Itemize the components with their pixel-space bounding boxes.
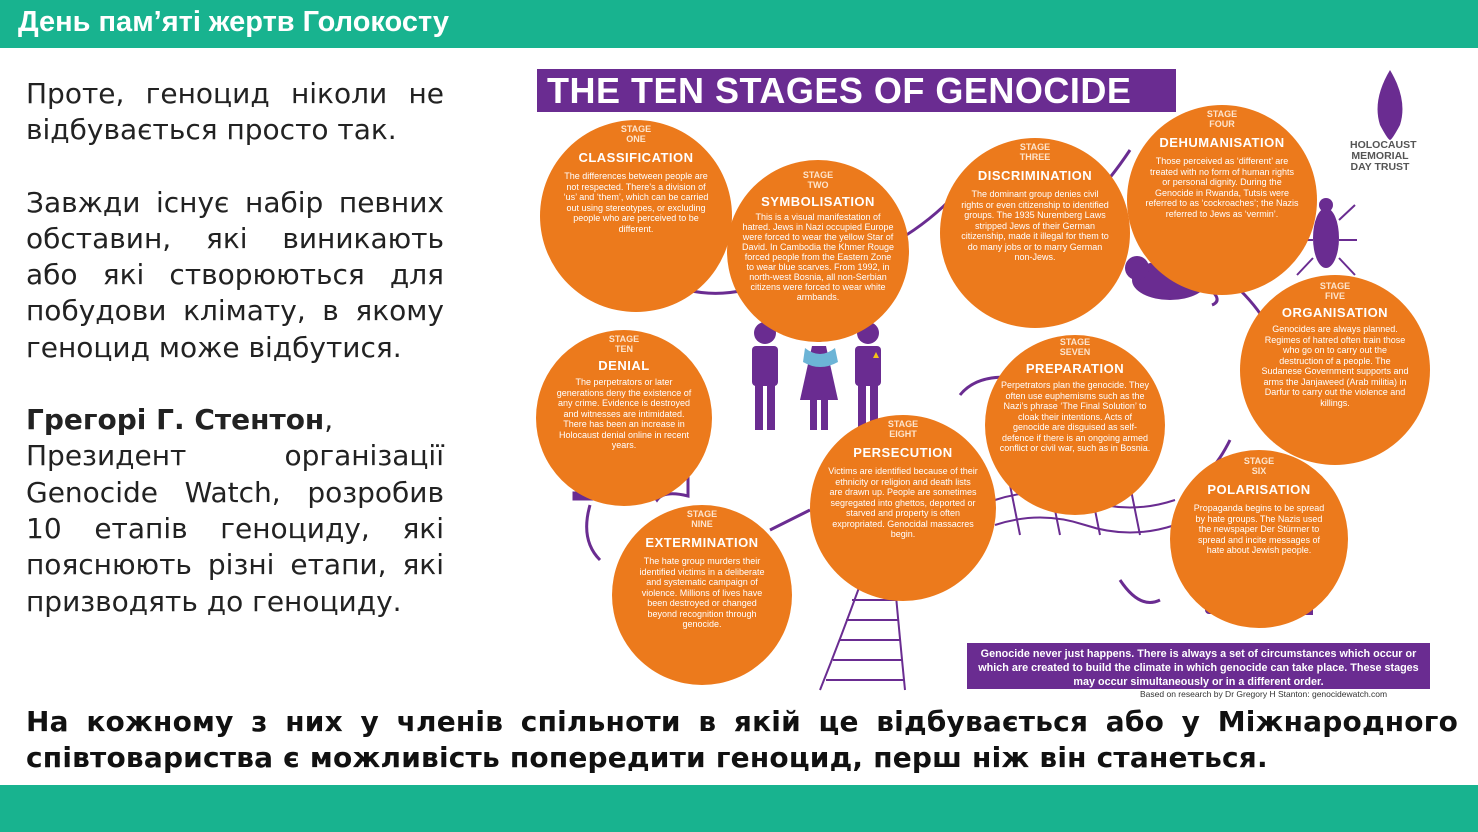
trust-line-3: DAY TRUST bbox=[1350, 161, 1410, 173]
stage-label: STAGE bbox=[1019, 142, 1051, 152]
stage-two-circle bbox=[727, 160, 909, 342]
stage-number: THREE bbox=[1019, 152, 1051, 162]
paragraph-1: Проте, геноцид ніколи не відбувається просто так. bbox=[26, 77, 444, 147]
stage-description: Perpetrators plan the genocide. They often use euphemisms such as the Nazi’s phrase ‘The Final Solution’ to cloak their intentions. Acts of genocide are disguised as self-defence if there is an ongoing armed conflict or civil war, such as in Bosnia. bbox=[999, 380, 1151, 453]
stage-description: Victims are identified because of their ethnicity or religion and death lists are drawn up. People are sometimes segregated into ghettos, deported or starved and property is often expropriated. Genocidal massacres begin. bbox=[828, 466, 978, 539]
page-title: День пам’яті жертв Голокосту bbox=[18, 6, 450, 38]
stage-ten-circle bbox=[536, 330, 712, 506]
trust-logo-text bbox=[1350, 139, 1417, 173]
stage-label: STAGE bbox=[1319, 281, 1351, 291]
stage-description: The hate group murders their identified victims in a deliberate and systematic campaign of violence. Millions of lives have been destroyed or changed beyond recognition through genocide. bbox=[639, 556, 765, 629]
stage-label: STAGE bbox=[608, 334, 640, 344]
paragraph-3 bbox=[26, 402, 444, 620]
stage-title: POLARISATION bbox=[1207, 482, 1311, 497]
infographic-note: Genocide never just happens. There is always a set of circumstances which occur or which are created to build the climate in which genocide can take place. These stages may occur simultaneously or in a different order. bbox=[967, 643, 1430, 689]
flame-logo-icon bbox=[1378, 70, 1403, 140]
stage-number: NINE bbox=[691, 519, 713, 529]
stage-title: SYMBOLISATION bbox=[761, 194, 875, 209]
header-bar bbox=[0, 0, 1478, 48]
intro-text bbox=[26, 76, 444, 620]
stage-title: ORGANISATION bbox=[1281, 305, 1389, 320]
stage-title: EXTERMINATION bbox=[645, 535, 759, 550]
stage-title: DENIAL bbox=[598, 358, 650, 373]
bottom-statement: На кожному з них у членів спільноти в якій це відбувається або у Міжнародного співтовариства є можливість попередити геноцид, перш ніж він станеться. bbox=[26, 705, 1458, 774]
stage-five-circle bbox=[1240, 275, 1430, 465]
stage-label: STAGE bbox=[686, 509, 718, 519]
stage-number: EIGHT bbox=[889, 429, 917, 439]
stage-title: PREPARATION bbox=[1025, 361, 1125, 376]
stage-three-circle bbox=[940, 138, 1130, 328]
infographic-title: THE TEN STAGES OF GENOCIDE bbox=[547, 70, 1132, 111]
stage-label: STAGE bbox=[1243, 456, 1275, 466]
stage-label: STAGE bbox=[887, 419, 919, 429]
stage-four-circle bbox=[1127, 105, 1317, 295]
stage-eight-circle bbox=[810, 415, 996, 601]
stage-nine-circle bbox=[612, 505, 792, 685]
author-separator: , bbox=[324, 403, 334, 437]
stage-number: TWO bbox=[807, 180, 829, 190]
trust-line-2: MEMORIAL bbox=[1351, 150, 1409, 162]
stage-six-circle bbox=[1170, 450, 1348, 628]
paragraph-2: Завжди існує набір певних обставин, які виникають або які створюються для побудови клімату, в якому геноцид може відбутися. bbox=[26, 185, 444, 364]
stage-description: Genocides are always planned. Regimes of hatred often train those who go on to carry out the destruction of a people. The Sudanese Government supports and arms the Janjaweed (Arab militia) in Darfur to carry out the violence and killings. bbox=[1261, 324, 1409, 408]
author-description: Президент організації Genocide Watch, розробив 10 етапів геноциду, які пояснюють різні етапи, які призводять до геноциду. bbox=[26, 439, 444, 618]
stage-label: STAGE bbox=[1059, 337, 1091, 347]
stage-label: STAGE bbox=[802, 170, 834, 180]
stage-title: CLASSIFICATION bbox=[578, 150, 694, 165]
infographic-credit: Based on research by Dr Gregory H Stanton: genocidewatch.com bbox=[1140, 689, 1388, 699]
stage-description: The perpetrators or later generations deny the existence of any crime. Evidence is destroyed and witnesses are intimidated. There has been an increase in Holocaust denial online in recent years. bbox=[556, 377, 692, 450]
stage-number: ONE bbox=[626, 134, 646, 144]
stage-number: SEVEN bbox=[1059, 347, 1091, 357]
stage-description: This is a visual manifestation of hatred. Jews in Nazi occupied Europe were forced to wear the yellow Star of David. In Cambodia the Khmer Rouge forced people from the Eastern Zone to wear blue scarves. From 1992, in north-west Bosnia, all non-Serbian citizens were forced to wear white armbands. bbox=[741, 212, 895, 302]
stage-one-circle bbox=[540, 120, 732, 312]
stage-number: FOUR bbox=[1209, 119, 1235, 129]
stage-description: The differences between people are not respected. There’s a division of ‘us’ and ‘them’, which can be carried out using stereotypes, or excluding people who are perceived to be different. bbox=[563, 171, 709, 234]
stage-title: DISCRIMINATION bbox=[977, 168, 1093, 183]
stage-description: The dominant group denies civil rights or even citizenship to identified groups. The 1935 Nuremberg Laws stripped Jews of their German citizenship, made it illegal for them to do many jobs or to marry German non-Jews. bbox=[961, 189, 1109, 262]
author-name: Грегорі Г. Стентон bbox=[26, 403, 325, 437]
stage-number: TEN bbox=[615, 344, 633, 354]
stage-label: STAGE bbox=[620, 124, 652, 134]
stage-description: Those perceived as ‘different’ are treated with no form of human rights or personal dignity. During the Genocide in Rwanda, Tutsis were referred to as ‘cockroaches’; the Nazis referred to Jews as ‘vermin’. bbox=[1145, 156, 1299, 219]
stage-number: FIVE bbox=[1324, 291, 1345, 301]
stage-seven-circle bbox=[985, 335, 1165, 515]
stage-description: Propaganda begins to be spread by hate groups. The Nazis used the newspaper Der Stürmer to spread and incite messages of hate about Jewish people. bbox=[1193, 503, 1325, 555]
stage-label: STAGE bbox=[1206, 109, 1238, 119]
trust-line-1: HOLOCAUST bbox=[1350, 139, 1417, 151]
footer-bar bbox=[0, 785, 1478, 832]
stage-title: DEHUMANISATION bbox=[1159, 135, 1285, 150]
stage-number: SIX bbox=[1251, 466, 1267, 476]
railway-icon bbox=[820, 585, 905, 690]
stage-title: PERSECUTION bbox=[853, 445, 953, 460]
